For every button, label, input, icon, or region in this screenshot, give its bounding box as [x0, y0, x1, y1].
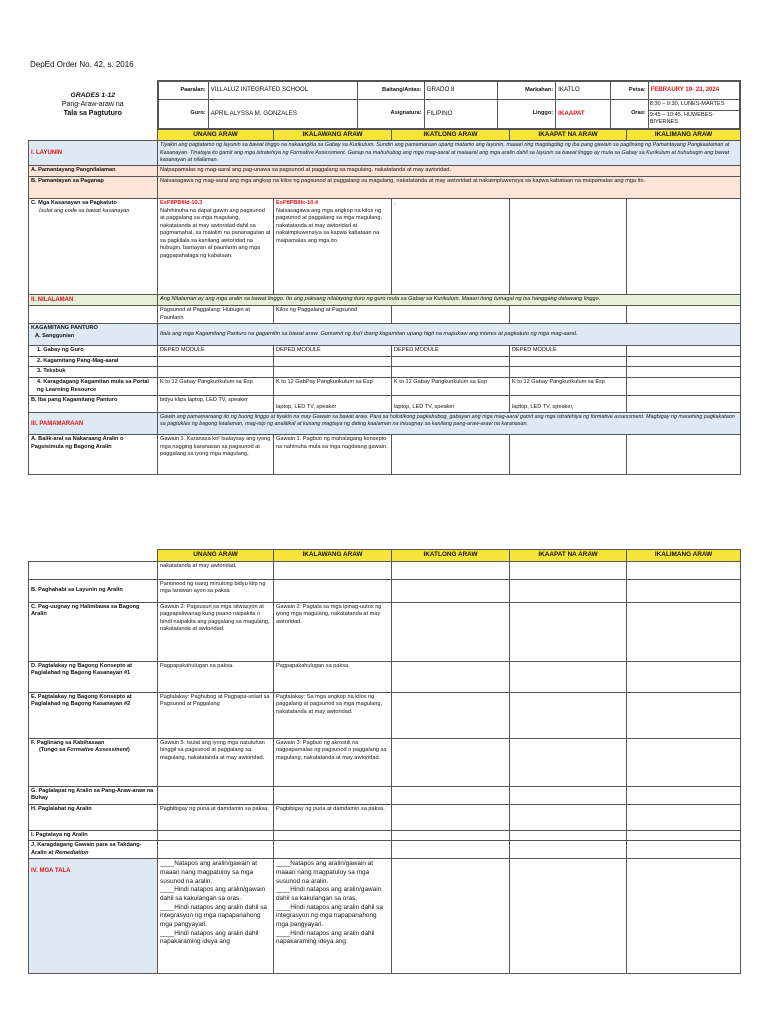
- kasanayan-label: C. Mga Kasanayan sa Pagkatuto: [31, 200, 117, 207]
- balik-aral-label: A. Balik-aral sa Nakaraang Aralin o Pagsisimula ng Bagong Aralin: [29, 435, 158, 475]
- pag-uugnay-day-3: [392, 602, 510, 661]
- kasanayan-day-5: [627, 199, 741, 295]
- continuation-day-4: [510, 561, 627, 579]
- day-header-4: IKAAPAT NA ARAW: [510, 129, 627, 141]
- title-line-2: Tala sa Pagtuturo: [63, 110, 122, 118]
- teksbuk-day-3: [392, 367, 510, 378]
- paghahabi-day-4: [510, 579, 627, 602]
- competency-code-2: EsP8PBIIIc-10.4: [276, 200, 318, 207]
- kasanayan-day-3: .: [392, 199, 510, 295]
- iba-day-2: laptop, LED TV, speaker: [274, 396, 392, 413]
- balik-aral-day-5: [627, 435, 741, 475]
- continuation-day-1: nakatatanda at may awtoridad.: [158, 561, 274, 579]
- asignatura-label: Asignatura:: [357, 100, 424, 129]
- pag-uugnay-day-1: Gawain 2: Pagsusuri sa mga sitwasyon at pagpapaliwanag kung paano naipakita o hindi naipakita ang paggalang sa magulang, nakatatanda at awtoridad.: [158, 602, 274, 661]
- pamantayang-pangnilalaman-label: A. Pamantayang Pangnilalaman: [29, 166, 158, 177]
- teksbuk-day-4: [510, 367, 627, 378]
- kasanayan-day-1: [158, 199, 274, 295]
- pagtataya-day-2: [274, 830, 392, 841]
- takdang-aralin-label: J. Karagdagang Gawain para sa Takdang-Aralin at Remediation: [29, 841, 158, 859]
- paghahabi-day-3: [392, 579, 510, 602]
- mga-tala-day-1: ____Natapos ang aralin/gawain at maaari nang magpatuloy sa mga susunod na aralin. ____Hindi natapos ang aralin/gawain dahil sa kakulangan sa oras. ____Hindi natapos ang aralin dahil sa integrasyon ng mga napapanahong mga pangyayari. ____Hindi natapos ang aralin dahil napakaraming ideya ang: [158, 859, 274, 974]
- continuation-day-2: [274, 561, 392, 579]
- day-header-5: IKALIMANG ARAW: [627, 129, 741, 141]
- teksbuk-day-1: [158, 367, 274, 378]
- paglinang-day-2: Gawain 3: Pagbuo ng akrostik na nagpapamalas ng pagsunod o paggalang sa magulang, nakatatanda at may awtoridad.: [274, 738, 392, 786]
- p2-day-header-4: IKAAPAT NA ARAW: [510, 550, 627, 562]
- balik-aral-day-3: [392, 435, 510, 475]
- oras-line-1: 8:30 – 9:30, LUNES-MARTES: [649, 100, 739, 111]
- paglalahat-day-4: [510, 804, 627, 830]
- markahan-label: Markahan:: [498, 82, 556, 100]
- balik-aral-day-1: Gawain 1. Karanasa ko! Isalaysay ang iyong mga nagging karanasan sa pagsunod at paggalang sa iyong mga magulang,: [158, 435, 274, 475]
- nilalaman-text: Ang Nilalaman ay ang mga aralin sa bawat linggo. Ito ang paksang nilalayong ituro ng guro mula sa Gabay sa Kurikulum. Maaari itong tumagal ng isa hanggang dalawang linggo.: [158, 295, 741, 306]
- day-header-2: IKALAWANG ARAW: [274, 129, 392, 141]
- pang-mag-aaral-day-3: [392, 356, 510, 367]
- paglalahat-day-3: [392, 804, 510, 830]
- paksa-day-1: Pagsunod at Paggalang: Hubugin at Paunlarin: [158, 306, 274, 324]
- paglinang-sublabel: (Tungo sa Formative Assessment): [39, 747, 130, 754]
- competency-text-2: Naisasagawa ang mga angkop na kilos ng pagsunod at paggalang sa mga magulang, nakatatanda at may awtoridad at nakaimpluwensiya sa kapwa kabataan na maipamalas ang mga ito.: [276, 207, 383, 244]
- iba-day-5: [627, 396, 741, 413]
- pagtalakay-1-day-2: Pagpapakahulugan sa paksa.: [274, 661, 392, 692]
- markahan-value: IKATLO: [556, 82, 611, 100]
- pag-uugnay-day-5: [627, 602, 741, 661]
- kagamitan-label-cell: [29, 324, 158, 346]
- portal-day-5: [627, 378, 741, 396]
- paglalahat-day-2: Pagbibigay ng puna at damdamin sa paksa.: [274, 804, 392, 830]
- iba-pang-kagamitan-label: B. Iba pang Kagamitang Panturo: [29, 396, 158, 413]
- oras-line-2: 9:45 – 10:45, HUWEBES-BIYERNES: [649, 111, 715, 126]
- sanggunian-label: A. Sanggunian: [35, 332, 75, 339]
- takdang-aralin-day-3: [392, 841, 510, 859]
- paksa-label-empty: [29, 306, 158, 324]
- pag-uugnay-label: C. Pag-uugnay ng Halimbawa sa Bagong Aralin: [29, 602, 158, 661]
- linggo-label: Linggo:: [498, 100, 556, 129]
- kasanayan-day-2: [274, 199, 392, 295]
- takdang-aralin-day-5: [627, 841, 741, 859]
- dll-table-page2: [28, 549, 741, 974]
- paghahabi-day-1: Panonood ng isang minutong bidyu klip ng mga larawan ayon sa paksa: [158, 579, 274, 602]
- paglalapat-day-3: [392, 786, 510, 804]
- paglinang-label: F. Paglinang sa Kabihasaan: [31, 739, 105, 746]
- pag-uugnay-day-4: [510, 602, 627, 661]
- paksa-day-3: [392, 306, 510, 324]
- paghahabi-day-2: [274, 579, 392, 602]
- paglalapat-label: G. Paglalapat ng Aralin sa Pang-Araw-araw na Buhay: [29, 786, 158, 804]
- kasanayan-day-4: [510, 199, 627, 295]
- pagtalakay-1-day-1: Pagpapakahulugan sa paksa.: [158, 661, 274, 692]
- pagtataya-day-1: [158, 830, 274, 841]
- paglinang-day-4: [510, 738, 627, 786]
- iba-day-1: bidyu klips laptop, LED TV, speaker: [158, 396, 274, 413]
- deped-order-number: DepEd Order No. 42, s. 2016: [30, 60, 134, 69]
- teksbuk-day-2: [274, 367, 392, 378]
- kagamitan-text: Itala ang mga Kagamitang Panturo na gagamitin sa bawat araw. Gumamit ng iba't ibang kagamitan upang higit na mapukaw ang interes at pagkatuto ng mga mag-aaral.: [158, 324, 741, 346]
- gabay-day-3: DEPED MODULE: [392, 346, 510, 357]
- p2-day-header-2: IKALAWANG ARAW: [274, 550, 392, 562]
- baitang-value: GRADO 8: [424, 82, 498, 100]
- oras-value: [648, 100, 739, 129]
- header-info: [158, 81, 741, 130]
- pagtalakay-2-day-4: [510, 692, 627, 738]
- balik-aral-day-4: [510, 435, 627, 475]
- gabay-day-4: DEPED MODULE: [510, 346, 627, 357]
- mga-tala-day-4: [510, 859, 627, 974]
- pang-mag-aaral-day-5: [627, 356, 741, 367]
- takdang-aralin-day-2: [274, 841, 392, 859]
- paglalapat-day-5: [627, 786, 741, 804]
- grades-label: GRADES 1-12: [70, 91, 116, 99]
- paglalahat-day-1: Pagbibigay ng puna at damdamin sa paksa.: [158, 804, 274, 830]
- paglinang-label-cell: [29, 738, 158, 786]
- paglalahat-day-5: [627, 804, 741, 830]
- pang-mag-aaral-day-2: [274, 356, 392, 367]
- gabay-day-2: DEPED MODULE: [274, 346, 392, 357]
- p2-day-header-1: UNANG ARAW: [158, 550, 274, 562]
- competency-code-1: EsP8PBIIId-10.3: [160, 200, 203, 207]
- kasanayan-sublabel: Isulat ang code sa bawat kasanayan: [39, 207, 130, 214]
- pagtalakay-2-label: E. Pagtalakay ng Bagong Konsepto at Paglalahad ng Bagong Kasanayan #2: [29, 692, 158, 738]
- paksa-day-2: Kilos ng Paggalang at Pagsunod: [274, 306, 392, 324]
- pagtataya-day-5: [627, 830, 741, 841]
- day-header-1: UNANG ARAW: [158, 129, 274, 141]
- continuation-day-3: [392, 561, 510, 579]
- portal-day-2: K to 12 GabPay Pangkurikulum sa Esp: [274, 378, 392, 396]
- iba-day-3: laptop, LED TV, speaker: [392, 396, 510, 413]
- portal-day-1: K to 12 Gabay Pangkurikulum sa Esp: [158, 378, 274, 396]
- layunin-label: I. LAYUNIN: [29, 141, 158, 166]
- pagtalakay-2-day-3: [392, 692, 510, 738]
- pagtalakay-1-day-4: [510, 661, 627, 692]
- pamamaraan-text: Gawin ang pamamaraang ito ng buong linggo at tiyakin na may Gawain sa bawat araw. Para sa holistikong pagkahubog, gabayan ang mga mag-aaral gamit ang mga istratehiya ng formative assessment. Magbigay ng maraming pagkakataon sa pagtuklas ng bagong kaalaman, mag-isip ng analitikal at kusang magtaya ng dating kaalaman na iniuugnay sa kanilang pang-araw-araw na karanasan.: [158, 413, 741, 435]
- pang-mag-aaral-day-4: [510, 356, 627, 367]
- mga-tala-label: IV. MGA TALA: [29, 859, 158, 974]
- p2-day-header-5: IKALIMANG ARAW: [627, 550, 741, 562]
- pamantayang-pangnilalaman-text: Naipapamalas ng mag-aaral ang pag-unawa sa pagsunod at paggalang sa magulang, nakatatanda at may awtoridad.: [158, 166, 741, 177]
- pagtalakay-1-day-5: [627, 661, 741, 692]
- paglinang-day-5: [627, 738, 741, 786]
- pagtataya-day-3: [392, 830, 510, 841]
- pag-uugnay-day-2: Gawain 2: Pagtala sa mga ipinag-uutos ng iyong mga magulang, nakatatanda at may awtoridad.: [274, 602, 392, 661]
- portal-day-4: K to 12 Gabay Pangkurikulum sa Esp: [510, 378, 627, 396]
- pamantayan-pagganap-text: Naisasagawa ng mag-aaral ang mga angkop na kilos ng pagsunod at paggalang sa magulang, nakatatanda at may awtoridad at nakaimpluwensya sa kapwa kabataan na maipamalas ang mga ito.: [158, 177, 741, 199]
- kagamitan-label: KAGAMITANG PANTURO: [31, 325, 98, 332]
- day-header-3: IKATLONG ARAW: [392, 129, 510, 141]
- pagtalakay-2-day-5: [627, 692, 741, 738]
- paaralan-value: VILLALUZ INTEGRATED SCHOOL: [208, 82, 357, 100]
- gabay-day-1: DEPED MODULE: [158, 346, 274, 357]
- teksbuk-label: 3. Teksbuk: [29, 367, 158, 378]
- oras-label: Oras:: [611, 100, 649, 129]
- pagtalakay-2-day-2: Pagtalakay: Sa mga angkop na kilos ng paggalang at pagsunod sa mga magulang, nakatatanda at may awtoridad.: [274, 692, 392, 738]
- pamantayan-pagganap-label: B. Pamantayan sa Paganap: [29, 177, 158, 199]
- mga-tala-day-2: ____Natapos ang aralin/gawain at maaari nang magpatuloy sa mga susunod na aralin. ____Hindi natapos ang aralin/gawain dahil sa kakulangan sa oras. ____Hindi natapos ang aralin dahil sa integrasyon ng mga napapanahong mga pangyayari. ____Hindi natapos ang aralin dahil napakaraming ideya ang: [274, 859, 392, 974]
- title-block: [29, 81, 158, 130]
- pagtataya-day-4: [510, 830, 627, 841]
- title-line-1: Pang-Araw-araw na: [61, 100, 124, 108]
- iba-day-4: laptop, LED TV, speaker,: [510, 396, 627, 413]
- gabay-guro-label: 1. Gabay ng Guro: [29, 346, 158, 357]
- guro-label: Guro:: [159, 100, 209, 129]
- layunin-text: Tiyakin ang pagtatamo ng layunin sa bawat linggo na nakaangkla sa Gabay sa Kurikulum. Sundin ang pamamaraan upang matamo ang layunin, maaari ring magdagdag ng iba pang gawain sa paglinang ng Pamantayang Pangkaalaman at Kasanayan. Tinataya ito gamit ang mga istratehiya ng Formative Assessment. Ganap na mahuhubog ang mga mag-aaral at maiaaral ang mga aralin dahil sa layunin sa bawat linggo ay mula sa Gabay sa Kurikulum at huhubugin ang bawat kasanayan at nilalaman.: [158, 141, 741, 166]
- guro-value: APRIL ALYSSA M. GONZALES: [208, 100, 357, 129]
- baitang-label: Baitang/Antas:: [357, 82, 424, 100]
- dll-table-page1: [28, 80, 741, 475]
- paglinang-day-3: [392, 738, 510, 786]
- teksbuk-day-5: [627, 367, 741, 378]
- paglinang-day-1: Gawain 5: Isulat ang iyong mga natutuhan hinggil sa pagsunod at paggalang sa magulang, nakatatanda at may awtoridad.: [158, 738, 274, 786]
- continuation-label: [29, 561, 158, 579]
- pagtalakay-1-day-3: [392, 661, 510, 692]
- pamamaraan-label: III. PAMAMARAAN: [29, 413, 158, 435]
- paksa-day-4: [510, 306, 627, 324]
- pang-mag-aaral-day-1: [158, 356, 274, 367]
- paghahabi-day-5: [627, 579, 741, 602]
- gabay-day-5: [627, 346, 741, 357]
- paglalapat-day-2: [274, 786, 392, 804]
- nilalaman-label: II. NILALAMAN: [29, 295, 158, 306]
- paksa-day-5: [627, 306, 741, 324]
- continuation-day-5: [627, 561, 741, 579]
- paglalapat-day-1: [158, 786, 274, 804]
- p2-day-header-3: IKATLONG ARAW: [392, 550, 510, 562]
- portal-day-3: K to 12 Gabay Pangkurikulum sa Esp: [392, 378, 510, 396]
- pagtalakay-2-day-1: Pagtalakay: Paghubog at Pagpapa-unlad sa Pagsunod at Paggalang: [158, 692, 274, 738]
- mga-tala-day-3: [392, 859, 510, 974]
- pang-mag-aaral-label: 2. Kagamitang Pang-Mag-aaral: [29, 356, 158, 367]
- takdang-aralin-day-1: [158, 841, 274, 859]
- linggo-value: IKAAPAT: [556, 100, 611, 129]
- competency-text-1: Nahihinuha na dapat gawin ang pagsunod at paggalang sa mga magulang, nakatatanda at may awtoridad dahil sa pagmamahal, sa malalim na pananagutan at sa pagkilala sa kanilang awtoridad na hubugin, bantayan at paunlarin ang mga pagpapahalaga ng kabataan.: [160, 207, 271, 259]
- kasanayan-label-cell: [29, 199, 158, 295]
- paghahabi-label: B. Paghahabi sa Layunin ng Aralin: [29, 579, 158, 602]
- petsa-value: FEBRAURY 19- 23, 2024: [648, 82, 739, 100]
- paglalapat-day-4: [510, 786, 627, 804]
- paglalahat-label: H. Paglalahat ng Aralin: [29, 804, 158, 830]
- petsa-label: Petsa:: [611, 82, 649, 100]
- pagtalakay-1-label: D. Pagtalakay ng Bagong Konsepto at Paglalahad ng Bagong Kasanayan #1: [29, 661, 158, 692]
- paaralan-label: Paaralan:: [159, 82, 209, 100]
- pagtataya-label: I. Pagtataya ng Aralin: [29, 830, 158, 841]
- asignatura-value: FILIPINO: [424, 100, 498, 129]
- portal-label: 4. Karagdagang Kagamitan mula sa Portal ng Learning Resource: [29, 378, 158, 396]
- mga-tala-day-5: [627, 859, 741, 974]
- balik-aral-day-2: Gawain 1. Pagbuo ng mahalagang konsepto na nahinuha mula sa mga nagdaang gawain.: [274, 435, 392, 475]
- takdang-aralin-day-4: [510, 841, 627, 859]
